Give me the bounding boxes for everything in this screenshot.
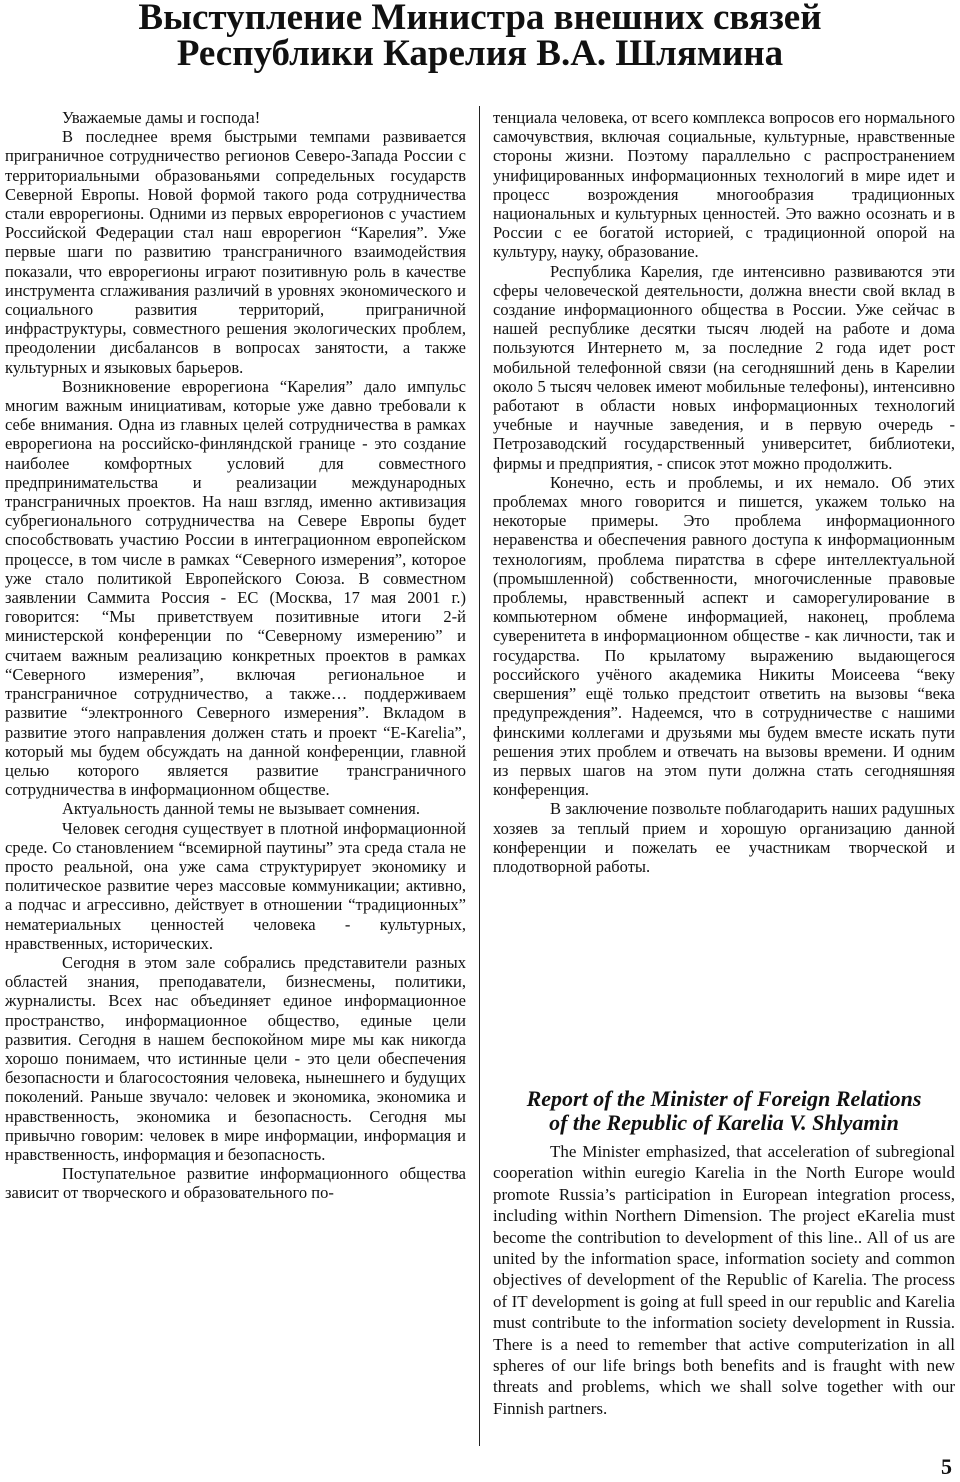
greeting: Уважаемые дамы и господа! [62, 108, 261, 127]
page-number: 5 [941, 1454, 952, 1479]
paragraph: Возникновение еврорегиона “Карелия” дало импульс многим важным инициативам, которые уже давно требовали к себе внимания. Одна из главных целей сотрудничества в рамках еврорегиона на российско-финляндской границе - это создание наиболее комфортных условий для совместного предпринимательства и реализации международных трансграничных проектов. На наш взгляд, именно активизация субрегионального сотрудничества на Севере Европы будет способствовать участию России в интеграционном европейском процессе, в том числе в рамках “Северного измерения”, которое уже стало политикой Европейского Союза. В совместном заявлении Саммита Россия - ЕС (Москва, 17 мая 2001 г.) говорится: “Мы приветствуем позитивные итоги 2-й министерской конференции по “Северному измерению” и считаем важным реализацию конкретных проектов в рамках “Северного измерения”, включая региональное и трансграничное сотрудничество, а также… поддерживаем развитие “электронного Северного измерения”. Вкладом в развитие этого направления должен стать и проект “E-Karelia”, который мы будем обсуждать на данной конференции, главной целью которого является развитие трансграничного сотрудничества в информационном обществе. [5, 376, 466, 800]
article-title-line-1: Выступление Министра внешних связей [138, 0, 822, 38]
summary-title-line-1: Report of the Minister of Foreign Relations [526, 1086, 922, 1111]
paragraph: Республика Карелия, где интенсивно развиваются эти сферы человеческой деятельности, должна внести свой вклад в создание информационного общества в России. Уже сейчас в нашей республике десятки тысяч людей на работе и дома пользуются Интернето м, за последние 2 года идет рост мобильной телефонной связи (на сегодняшний день в Карелии около 5 тысяч человек имеют мобильные телефоны), интенсивно работают в области новых информационных технологий учебные и научные заведения, и в первую очередь - Петрозаводский государственный университет, библиотеки, фирмы и предприятия, - список этот можно продолжить. [493, 261, 955, 473]
paragraph: Актуальность данной темы не вызывает сомнения. [62, 799, 420, 819]
right-column [493, 108, 955, 876]
column-divider [479, 106, 480, 1446]
paragraph: В заключение позвольте поблагодарить наших радушных хозяев за теплый прием и хорошую организацию данной конференции и пожелать ее участникам творческой и плодотворной работы. [493, 799, 955, 876]
paragraph: Конечно, есть и проблемы, и их немало. Об этих проблемах много говорится и пишется, укажем только на некоторые примеры. Это проблема информационного неравенства и обеспечения равного доступа к информационным технологиям, проблема пиратства в сфере интеллектуальной (промышленной) собственности, многочисленные правовые проблемы, нравственный аспект и саморегулирование в компьютерном обмене информацией, наконец, проблема суверенитета в информационном обществе - как личности, так и государства. По крылатому выражению выдающегося российского учёного академика Никиты Моисеева “веку свершения” ещё только предстоит ответить на вызовы “века предупреждения”. Надеемся, что в сотрудничестве с нашими финскими коллегами и друзьями мы будем вместе искать пути решения этих проблем и отвечать на вызовы времени. И одним из первых шагов на этом пути должна стать сегодняшняя конференция. [493, 472, 955, 800]
article-title-line-2: Республики Карелия В.А. Шлямина [176, 33, 784, 74]
paragraph: Сегодня в этом зале собрались представители разных областей знания, преподаватели, бизнесмены, политики, журналисты. Всех нас объединяет единое информационное пространство, информационное общество, единые цели развития. Сегодня в нашем беспокойном мире мы как никогда хорошо понимаем, что истинные цели - это цели обеспечения безопасности и благосостояния человека, нынешнего и будущих поколений. Раньше звучало: человек и экономика, экономика и нравственность, экономика и безопасность. Сегодня мы привычно говорим: человек в мире информации, информация и нравственность, информация и безопасность. [5, 952, 466, 1164]
summary-title-line-2: of the Republic of Karelia V. Shlyamin [549, 1110, 899, 1135]
english-summary [493, 1087, 955, 1419]
article-title [0, 0, 960, 72]
left-column [5, 108, 466, 1203]
paragraph: Поступательное развитие информационного общества зависит от творческого и образовательного по- [5, 1164, 466, 1203]
paragraph: Человек сегодня существует в плотной информационной среде. Со становлением “всемирной паутины” эта среда стала не просто реальной, она уже сама структурирует экономику и политическое развитие через массовые коммуникации; активно, а подчас и агрессивно, действует в отношении “традиционных” нематериальных ценностей человека - культурных, нравственных, исторических. [5, 818, 466, 953]
summary-title [493, 1087, 955, 1135]
paragraph: тенциала человека, от всего комплекса вопросов его нормального самочувствия, включая социальные, культурные, нравственные стороны жизни. Поэтому параллельно с распространением унифицированных информационных технологий в мире идет и процесс возрождения многообразия традиционных национальных и культурных ценностей. Это важно осознать и в России с ее богатой историей, с традиционной опорой на культуру, науку, образование. [493, 108, 955, 262]
paragraph: В последнее время быстрыми темпами развивается приграничное сотрудничество регионов Северо-Запада России с территориальными образованьями сопредельных государств Северной Европы. Новой формой такого рода сотрудничества стали еврорегионы. Одними из первых еврорегионов с участием Российской Федерации стал наш еврорегион “Карелия”. Уже первые шаги по развитию трансграничного взаимодействия показали, что еврорегионы играют позитивную роль в качестве инструмента сглаживания различий в уровнях экономического и социального развития территорий, приграничной инфраструктуры, совместного решения экологических проблем, преодолении дисбалансов в вопросах занятости, а также культурных и языковых барьеров. [5, 127, 466, 377]
summary-body: The Minister emphasized, that acceleration of subregional cooperation within euregio Karelia in the North Europe would promote Russia’s participation in European integration process, including within Northern Dimension. The project eKarelia must become the contribution to development of this line.. All of us are united by the information space, information society and common objectives of development of the Republic of Karelia. The process of IT development is going at full speed in our republic and Karelia must contribute to the information society development in Russia. There is a need to remember that active computerization in all spheres of our life brings both benefits and is fraught with new threats and problems, which we shall solve together with our Finnish partners. [493, 1142, 955, 1418]
